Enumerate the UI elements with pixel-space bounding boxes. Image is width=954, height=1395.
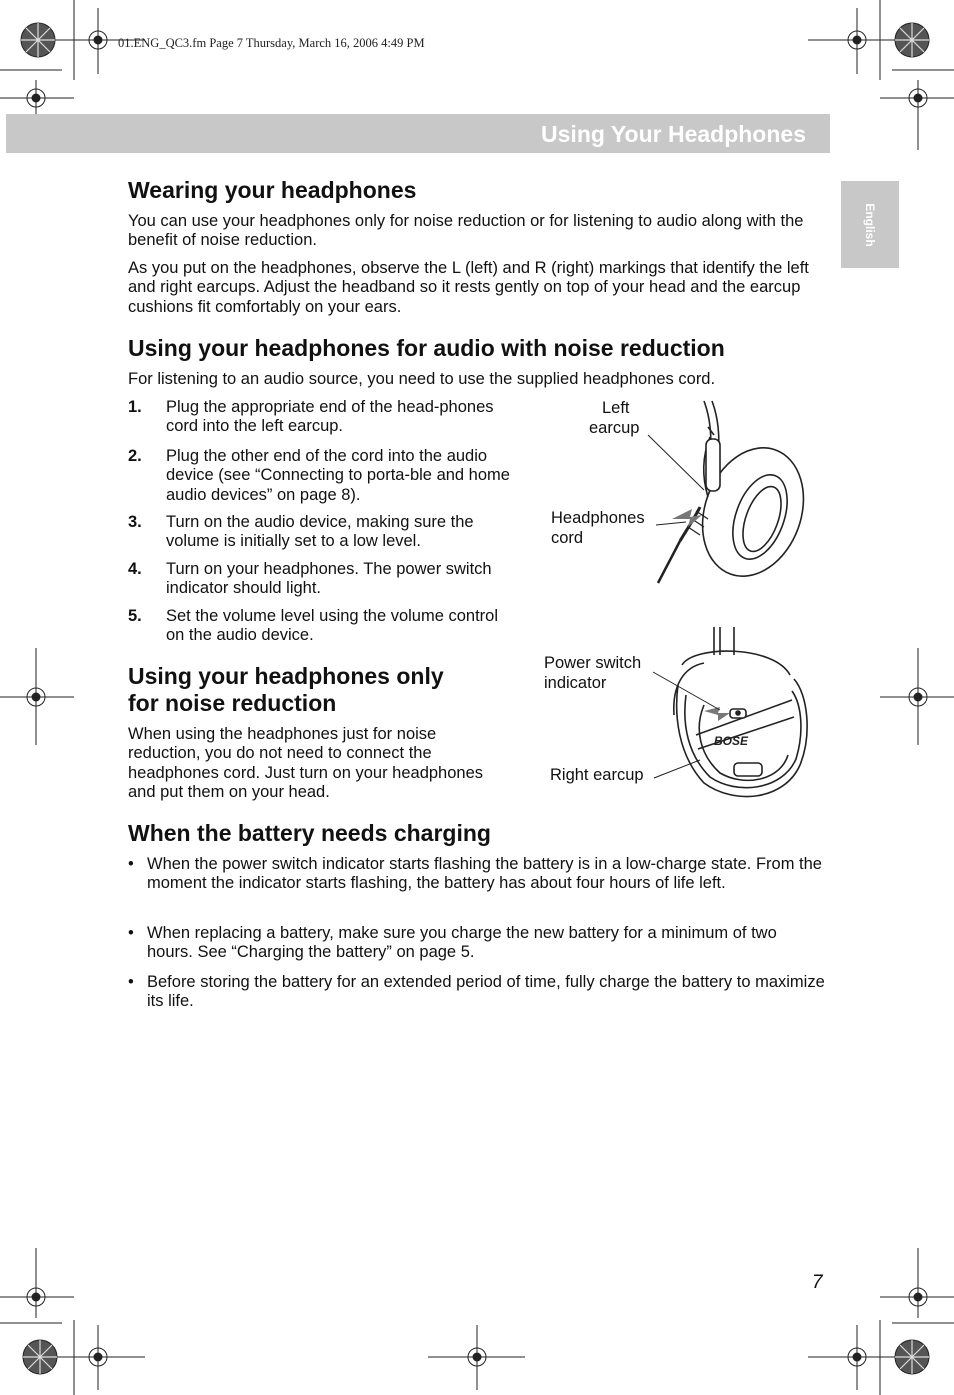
right-earcup-leader-lines [650,668,770,818]
audio-intro: For listening to an audio source, you need to use the supplied headphones cord. [128,370,716,388]
step-number: 4. [128,560,142,578]
heading-noise-only-2: for noise reduction [128,690,337,716]
step-text: Plug the other end of the cord into the audio device (see “Connecting to porta-ble and home audio devices” on page 8). [166,447,510,504]
callout-cord-1: Headphones [551,509,645,527]
language-tab [841,181,899,268]
print-slug: 01.ENG_QC3.fm Page 7 Thursday, March 16, 2006 4:49 PM [118,36,425,50]
left-earcup-leader-lines [640,430,840,580]
wearing-paragraph-2: As you put on the headphones, observe the L (left) and R (right) markings that identify the left and right earcups. Adjust the headband so it rests gently on top of your head and the earcup cushions fit comfortably on your ears. [128,259,809,316]
page-number: 7 [812,1272,823,1293]
step-text: Plug the appropriate end of the head-phones cord into the left earcup. [166,398,494,436]
step-number: 2. [128,447,142,465]
heading-wearing: Wearing your headphones [128,177,417,203]
callout-left-earcup-1: Left [602,399,630,417]
callout-right-earcup: Right earcup [550,766,644,784]
noise-only-paragraph: When using the headphones just for noise reduction, you do not need to connect the headphones cord. Just turn on your headphones and put them on your head. [128,725,484,801]
heading-battery: When the battery needs charging [128,820,491,846]
language-tab-label: English [863,202,877,247]
step-number: 5. [128,607,142,625]
bullet-marker: • [128,973,134,991]
bullet-marker: • [128,924,134,942]
step-number: 3. [128,513,142,531]
callout-left-earcup-2: earcup [589,419,640,437]
step-text: Set the volume level using the volume control on the audio device. [166,607,499,645]
callout-cord-2: cord [551,529,584,547]
callout-power-switch-2: indicator [544,674,607,692]
bullet-text: When the power switch indicator starts flashing the battery is in a low-charge state. From the moment the indicator starts flashing, the battery has about four hours of life left. [147,855,822,893]
step-text: Turn on the audio device, making sure the volume is initially set to a low level. [166,513,474,551]
step-text: Turn on your headphones. The power switch indicator should light. [166,560,492,598]
section-banner [6,114,830,153]
bullet-text: Before storing the battery for an extended period of time, fully charge the battery to maximize its life. [147,973,825,1011]
heading-noise-only-1: Using your headphones only [128,663,444,689]
bullet-text: When replacing a battery, make sure you charge the new battery for a minimum of two hours. See “Charging the battery” on page 5. [147,924,777,962]
wearing-paragraph-1: You can use your headphones only for noise reduction or for listening to audio along with the benefit of noise reduction. [128,212,804,250]
callout-power-switch-1: Power switch [544,654,642,672]
page-title: Using Your Headphones [541,121,806,147]
bullet-marker: • [128,855,134,873]
heading-audio: Using your headphones for audio with noise reduction [128,335,725,361]
bose-logo: BOSE [714,734,749,748]
step-number: 1. [128,398,142,416]
